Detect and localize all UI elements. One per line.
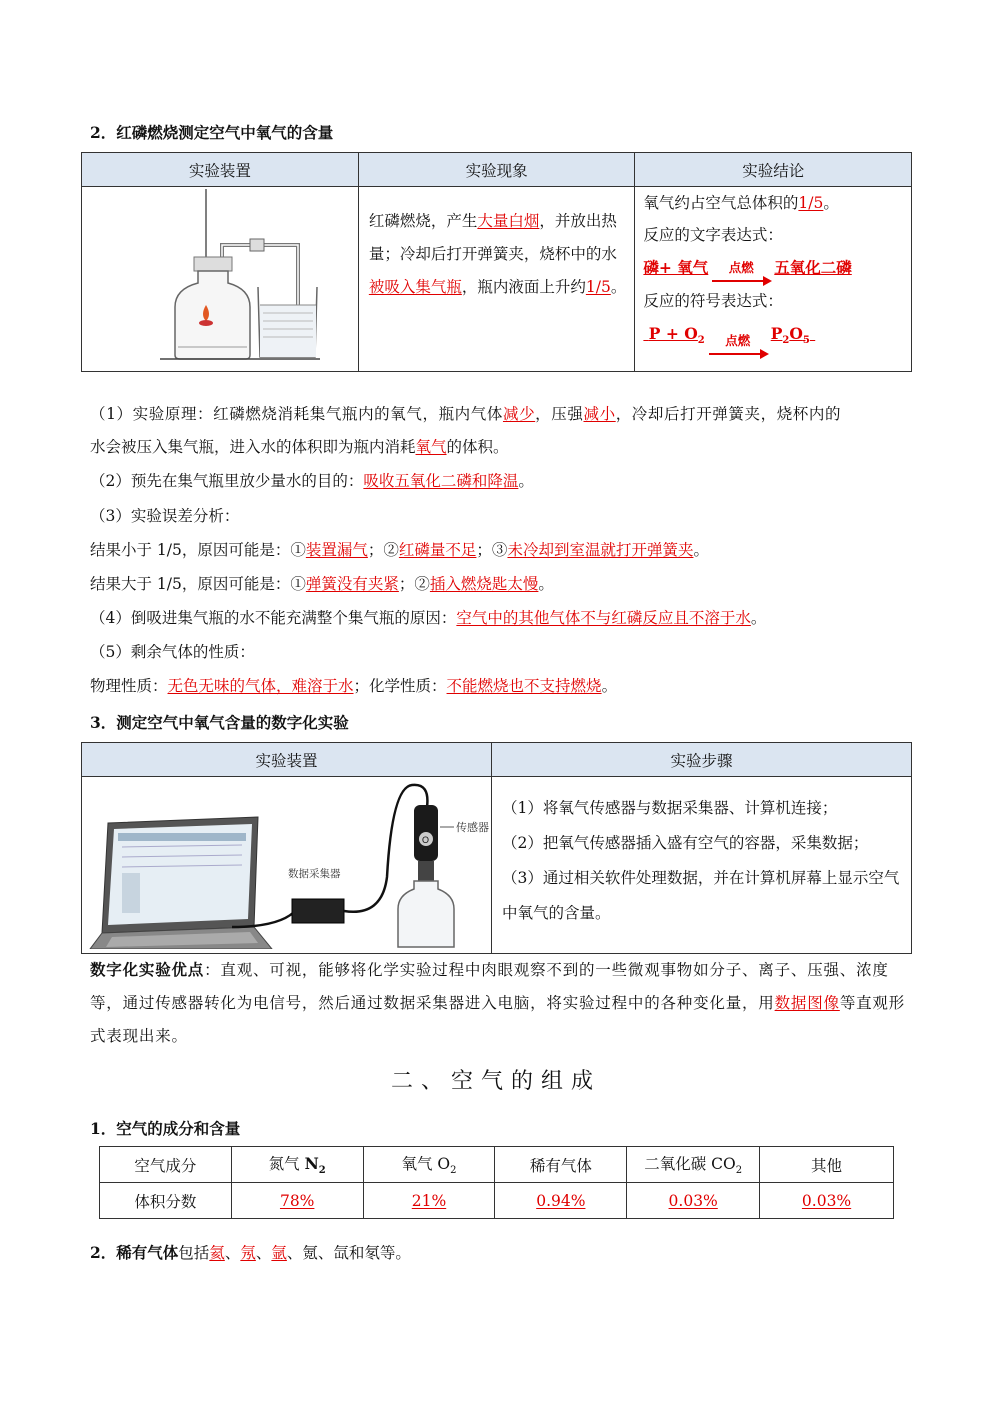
text-span: ；② [367, 541, 399, 559]
answer-insufficient-phosphorus: 红磷量不足 [398, 541, 477, 559]
text-span: ：直观、可视，能够将化学实验过程中肉眼观察不到的一些微观事物如分子、离子、压强、浓度等，通过传感器转化为电信号，然后通过数据采集器进入电脑，将实验过程中的各种变化量，用 [90, 961, 889, 1012]
header-conclusion: 实验结论 [635, 153, 912, 187]
value-text: 0.03% [668, 1191, 718, 1210]
sym-eq-condition: 点燃 [725, 333, 751, 349]
subscript: 2 [318, 1165, 326, 1177]
conclusion-line-2: 反应的文字表达式： [643, 226, 783, 244]
item-1-line-1 [90, 398, 910, 431]
value-text: 78% [279, 1191, 315, 1210]
symbol-equation [643, 317, 905, 351]
answer-chemical-property: 不能燃烧也不支持燃烧 [446, 677, 602, 695]
subscript: 2 [450, 1165, 457, 1177]
subscript: 2 [782, 335, 790, 347]
phenomenon-text [369, 205, 627, 304]
answer-neon: 氖 [240, 1244, 256, 1262]
rare-gas-label: 2．稀有气体 [90, 1243, 179, 1262]
conclusion-line-4: 反应的符号表达式： [643, 292, 783, 310]
result-more-line [90, 568, 910, 601]
step-1: （1）将氧气传感器与数据采集器、计算机连接； [501, 799, 838, 817]
answer-water-purpose: 吸收五氧化二磷和降温 [363, 472, 519, 490]
answer-leak: 装置漏气 [305, 541, 368, 559]
word-eq-condition: 点燃 [728, 260, 754, 275]
red-phosphorus-table [81, 152, 912, 372]
text-span: 氧气约占空气总体积的 [643, 194, 799, 212]
text-span: 结果大于 1/5，原因可能是：① [90, 575, 306, 593]
co2-value [627, 1183, 760, 1219]
item-3: （3）实验误差分析： [90, 507, 240, 525]
answer-one-fifth: 1/5 [585, 278, 611, 296]
steps-cell [491, 777, 911, 954]
value-text: 0.03% [801, 1191, 852, 1210]
rare-gas-line [90, 1236, 910, 1270]
answer-clamp-loose: 弹簧没有夹紧 [305, 575, 399, 593]
nitrogen-header [231, 1147, 363, 1183]
text-span: 。 [693, 541, 709, 559]
air-composition-table [99, 1146, 894, 1219]
answer-data-image: 数据图像 [774, 994, 840, 1012]
sym-eq-left [643, 324, 705, 347]
text-span: ，并放出热量；冷却后打开弹簧夹，烧杯中的水 [368, 212, 617, 263]
text-span: 。 [601, 677, 618, 695]
digital-experiment-table [81, 742, 912, 954]
conclusion-line-1 [643, 187, 905, 219]
volume-row-label: 体积分数 [100, 1183, 232, 1219]
answer-decrease: 减少 [502, 405, 536, 423]
subscript: 5 [802, 335, 810, 347]
item-4 [90, 602, 910, 635]
text-span: 物理性质： [90, 677, 168, 695]
text-span: （4）倒吸进集气瓶的水不能充满整个集气瓶的原因： [90, 609, 457, 627]
rare-gas-value [495, 1183, 627, 1219]
word-eq-arrow [710, 261, 772, 285]
answer-sucked-in: 被吸入集气瓶 [368, 278, 462, 296]
text-span: 包括 [178, 1244, 210, 1262]
text-span: 氧气 O [401, 1155, 451, 1174]
value-text: 0.94% [536, 1191, 586, 1210]
result-less-line [90, 534, 910, 567]
answer-helium: 氦 [209, 1244, 225, 1262]
collector-label: 数据采集器 [288, 868, 341, 880]
text-span: 等直观形式表现出来。 [90, 994, 906, 1045]
sensor-label: 传感器 [456, 822, 489, 834]
digital-apparatus-image [82, 777, 490, 949]
answer-one-fifth-volume: 1/5 [798, 194, 824, 212]
text-span: 。 [610, 278, 627, 296]
text-span: ；③ [476, 541, 508, 559]
conclusion-cell [635, 187, 912, 372]
answer-oxygen: 氧气 [415, 438, 447, 456]
text-span: ；② [398, 575, 430, 593]
answer-not-full-reason: 空气中的其他气体不与红磷反应且不溶于水 [456, 609, 751, 627]
part-2-title: 二、空气的组成 [390, 1069, 601, 1094]
text-span: ；化学性质： [353, 677, 447, 695]
composition-heading: 1．空气的成分和含量 [90, 1119, 241, 1138]
advantage-label: 数字化实验优点 [90, 960, 205, 979]
text-span: P [770, 324, 783, 343]
oxygen-header [363, 1147, 495, 1183]
composition-row-label: 空气成分 [100, 1147, 232, 1183]
other-header: 其他 [760, 1147, 894, 1183]
step-3: （3）通过相关软件处理数据，并在计算机屏幕上显示空气中氧气的含量。 [501, 869, 900, 922]
text-span: 。 [518, 472, 534, 490]
answer-white-smoke: 大量白烟 [477, 212, 540, 230]
section-3-heading: 3．测定空气中氧气含量的数字化实验 [90, 713, 349, 732]
header-apparatus: 实验装置 [82, 153, 359, 187]
rare-gas-header: 稀有气体 [495, 1147, 627, 1183]
answer-argon: 氩 [271, 1244, 287, 1262]
oxygen-value [363, 1183, 495, 1219]
text-span: 结果小于 1/5，原因可能是：① [90, 541, 306, 559]
item-5: （5）剩余气体的性质： [90, 643, 255, 661]
o2-sensor-label: O [422, 835, 430, 845]
value-text: 21% [411, 1191, 447, 1210]
text-span: 二氧化碳 CO [644, 1155, 736, 1174]
word-equation [643, 251, 905, 285]
text-span: 红磷燃烧，产生 [368, 212, 478, 230]
text-span: ，瓶内液面上升约 [461, 278, 586, 296]
text-span: （2）预先在集气瓶里放少量水的目的： [90, 472, 364, 490]
answer-physical-property: 无色无味的气体，难溶于水 [167, 677, 354, 695]
digital-advantage-paragraph [90, 953, 910, 1053]
text-span: 、 [255, 1244, 272, 1262]
phosphorus-apparatus-image [120, 187, 320, 367]
item-2 [90, 465, 910, 498]
answer-not-cooled: 未冷却到室温就打开弹簧夹 [507, 541, 694, 559]
subscript: 2 [697, 335, 705, 347]
apparatus-image-cell [82, 187, 359, 372]
header-steps: 实验步骤 [491, 743, 911, 777]
n2-formula: N [304, 1154, 319, 1174]
subscript: 2 [735, 1165, 743, 1177]
text-span: 氮气 [268, 1155, 305, 1174]
other-value [760, 1183, 894, 1219]
text-span: 的体积。 [446, 438, 509, 456]
word-eq-right: 五氧化二磷 [774, 258, 852, 277]
text-span: P + O [648, 324, 698, 343]
digital-apparatus-cell [82, 777, 492, 954]
text-span: ，冷却后打开弹簧夹，烧杯内的 [615, 405, 842, 423]
text-span: O [789, 324, 803, 343]
step-2: （2）把氧气传感器插入盛有空气的容器，采集数据； [501, 834, 869, 852]
text-span: 。 [538, 575, 554, 593]
word-eq-left: 磷+ 氧气 [643, 258, 709, 277]
co2-header [627, 1147, 760, 1183]
header-phenomenon: 实验现象 [358, 153, 635, 187]
section-2-heading: 2．红磷燃烧测定空气中氧气的含量 [90, 123, 334, 142]
text-span: 、氪、氙和氡等。 [286, 1244, 411, 1262]
gas-properties-line [90, 670, 910, 703]
phenomenon-cell [358, 187, 635, 372]
answer-pressure-decrease: 减小 [583, 405, 616, 423]
text-span: 、 [224, 1244, 241, 1262]
sym-eq-arrow [707, 334, 769, 358]
answer-insert-slow: 插入燃烧匙太慢 [429, 575, 539, 593]
text-span: ，压强 [535, 405, 584, 423]
item-1-line-2 [90, 431, 910, 464]
text-span: （1）实验原理：红磷燃烧消耗集气瓶内的氧气，瓶内气体 [90, 405, 503, 423]
sym-eq-right [770, 324, 816, 347]
text-span: 水会被压入集气瓶，进入水的体积即为瓶内消耗 [90, 438, 416, 456]
header-apparatus-digital: 实验装置 [82, 743, 492, 777]
text-span: 。 [750, 609, 767, 627]
nitrogen-value [231, 1183, 363, 1219]
text-span: 。 [823, 194, 839, 212]
